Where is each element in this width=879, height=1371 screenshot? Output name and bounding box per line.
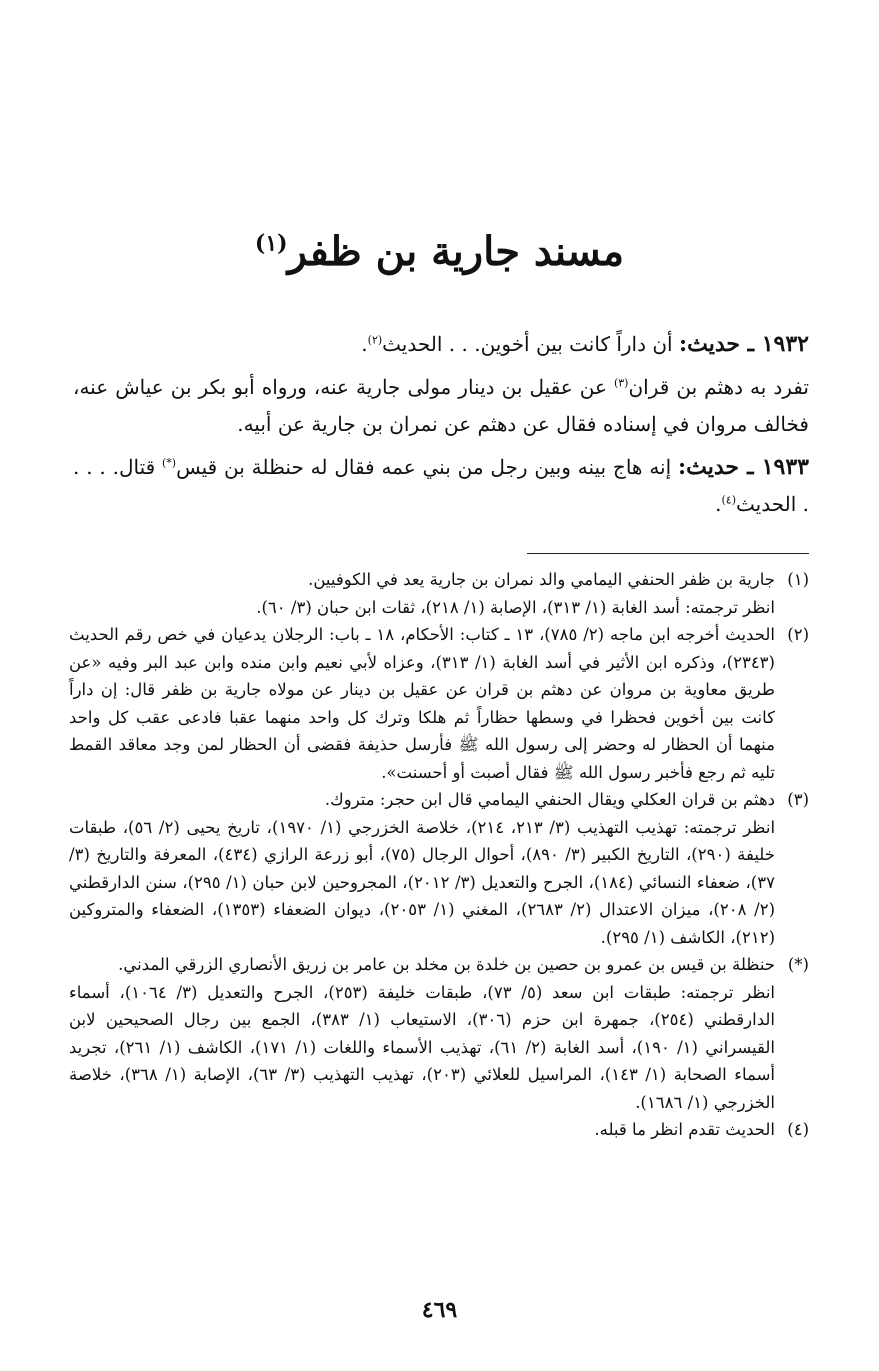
footnote-content [69,1116,775,1144]
page-title [0,222,879,282]
hadith-tail: . [361,332,368,356]
hadith-1932 [73,326,809,363]
hadith-text-2: قتال. . . . . الحديث [73,455,809,516]
commentary-text-a: تفرد به دهثم بن قران [628,375,809,399]
footnote-ref-star: (*) [162,456,177,470]
main-text [73,326,809,529]
footnote-content [69,951,775,1116]
hadith-label: ١٩٣٣ ـ حديث: [678,454,809,480]
footnote-mark: (١) [787,570,809,589]
footnote-line: انظر ترجمته: أسد الغابة (١/ ٣١٣)، الإصابة (١/ ٢١٨)، ثقات ابن حبان (٣/ ٦٠). [256,597,775,617]
footnote-mark: (٤) [787,1120,809,1139]
page-number: ٤٦٩ [421,1297,458,1323]
footnote-star [69,951,809,1116]
footnote-divider [527,553,809,554]
title-footnote-ref: (١) [254,230,288,257]
hadith-1933 [73,449,809,523]
footnote-line: انظر ترجمته: تهذيب التهذيب (٣/ ٢١٣، ٢١٤)، خلاصة الخزرجي (١/ ١٩٧٠)، تاريخ يحيى (٢/ ٥٦)، طبقات خليفة (٢٩٠)، التاريخ الكبير (٣/ ٨٩٠)، أحوال الرجال (٧٥)، أبو زرعة الرازي (٤٣٤)، المعرفة والتاريخ (٣/ ٣٧)، ضعفاء النسائي (١٨٤)، الجرح والتعديل (٣/ ٢٠١٢)، المجروحين لابن حبان (١/ ٢٩٥)، سنن الدارقطني (٢/ ٢٠٨)، ميزان الاعتدال (٢/ ٢٦٨٣)، المغني (١/ ٢٠٥٣)، ديوان الضعفاء (١٣٥٣)، الضعفاء والمتروكين (٢١٢)، الكاشف (١/ ٢٩٥). [69,817,776,947]
footnote-mark: (٣) [787,790,809,809]
hadith-tail: . [715,492,722,516]
footnote-ref: (٣) [613,376,629,390]
footnote-line: حنظلة بن قيس بن عمرو بن حصين بن خلدة بن مخلد بن عامر بن زريق الأنصاري الزرقي المدني. [118,955,775,974]
footnote-line: الحديث أخرجه ابن ماجه (٢/ ٧٨٥)، ١٣ ـ كتاب: الأحكام، ١٨ ـ باب: الرجلان يدعيان في خص رقم الحديث (٢٣٤٣)، وذكره ابن الأثير في أسد الغابة (١/ ٣١٣)، وعزاه لأبي نعيم وابن منده وابن عبد البر وفيه «عن طريق معاوية بن مروان عن دهثم بن قران عن عقيل بن دينار عن مولاه جارية بن ظفر قال: إن داراً كانت بين أخوين فحظرا في وسطها حظاراً ثم هلكا وترك كل واحد منهما عقبا فادعى عقب كل واحد منهما أن الحظار له وحضر إلى رسول الله ﷺ فأرسل حذيفة فقضى أن الحظار لمن وجد معاقد القمط تليه ثم رجع فأخبر رسول الله ﷺ فقال أصبت أو أحسنت». [69,625,775,782]
footnote-ref: (٤) [721,493,737,507]
footnote-2 [69,621,809,786]
title-text: مسند جارية بن ظفر [287,228,625,275]
footnote-line: الحديث تقدم انظر ما قبله. [594,1120,775,1139]
footnote-3 [69,786,809,951]
footnote-ref: (٢) [367,333,383,347]
footnote-line: انظر ترجمته: طبقات ابن سعد (٥/ ٧٣)، طبقات خليفة (٢٥٣)، الجرح والتعديل (٣/ ١٠٦٤)، أسماء الدارقطني (٢٥٤)، جمهرة ابن حزم (٣٠٦)، الاستيعاب (١/ ٣٨٣)، الجمع بين رجال الصحيحين لابن القيسراني (١/ ١٩٠)، أسد الغابة (٢/ ٦١)، تهذيب الأسماء واللغات (١/ ١٧١)، الكاشف (١/ ٢٦١)، تجريد أسماء الصحابة (١/ ١٤٣)، المراسيل للعلائي (٢٠٣)، تهذيب التهذيب (٣/ ٦٣)، الإصابة (١/ ٣٦٨)، خلاصة الخزرجي (١/ ١٦٨٦). [69,982,776,1112]
hadith-text: إنه هاج بينه وبين رجل من بني عمه فقال له حنظلة بن قيس [176,455,678,479]
footnote-4 [69,1116,809,1144]
footnote-1 [69,566,809,621]
commentary-text-b: عن عقيل بن دينار مولى جارية عنه، ورواه أبو بكر بن عياش عنه، فخالف مروان في إسناده فقال عن دهثم عن نمران بن جارية عن أبيه. [73,375,809,436]
footnote-line: دهثم بن قران العكلي ويقال الحنفي اليمامي قال ابن حجر: متروك. [324,790,775,809]
hadith-label: ١٩٣٢ ـ حديث: [678,331,809,357]
footnote-mark: (*) [787,955,809,974]
footnote-content [69,786,775,951]
commentary-paragraph [73,369,809,443]
footnote-mark: (٢) [787,625,809,644]
footnote-content [69,566,775,621]
footnote-line: جارية بن ظفر الحنفي اليمامي والد نمران بن جارية يعد في الكوفيين. [308,570,775,589]
hadith-text: أن داراً كانت بين أخوين. . . الحديث [382,332,679,356]
footnote-content [69,621,775,786]
footnotes [69,566,809,1144]
